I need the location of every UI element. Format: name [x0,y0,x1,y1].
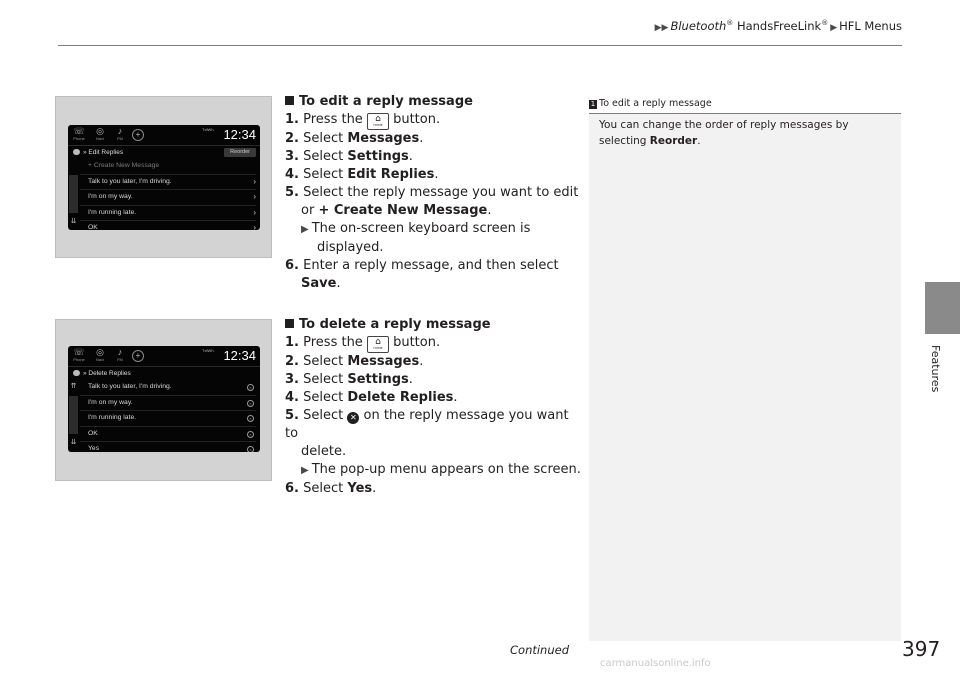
radio-icon: ♪ FM [117,347,123,362]
step-continued: Save. [301,276,341,291]
step: 5. Select the reply message you want to edit [285,185,579,200]
section-heading: To edit a reply message [285,93,580,111]
step-continued: or + Create New Message. [301,203,492,218]
continued-label: Continued [510,643,570,657]
navi-icon: ◎ Navi [95,347,104,362]
scrollbar-thumb[interactable] [69,175,78,213]
sub-step: ▶ The on-screen keyboard screen is [301,221,531,236]
reply-list [68,380,260,452]
chapter-tab [925,282,960,334]
list-item[interactable]: OK × [80,427,256,443]
sub-step: ▶ The pop-up menu appears on the screen. [301,462,581,477]
phone-icon: ☏ Phone [73,347,85,362]
message-icon [73,149,80,155]
status-bar [68,346,260,367]
result-arrow-icon: ▶ [301,465,309,476]
add-icon: + [132,350,144,362]
radio-icon: ♪ FM [117,126,123,141]
list-item[interactable]: I'm running late. › [80,206,256,222]
breadcrumb-bluetooth: Bluetooth [670,19,727,33]
screen-title-bar [68,146,260,159]
list-item[interactable]: Talk to you later, I'm driving. › [80,175,256,191]
display-screen [68,125,260,230]
scroll-down-icon[interactable]: ⇊ [70,439,77,446]
delete-section [285,316,585,498]
home-button-icon: ⌂ HOME [367,336,389,353]
square-bullet-icon [285,319,294,328]
delete-icon[interactable]: × [247,415,254,422]
edit-replies-screenshot [55,96,272,258]
screen-title: » Delete Replies [83,370,131,377]
message-icon [73,370,80,376]
list-item[interactable]: Yes × [80,442,256,452]
delete-icon[interactable]: × [247,384,254,391]
home-button-icon: ⌂ HOME [367,113,389,130]
list-item[interactable]: OK › [80,221,256,230]
chevron-right-icon: › [253,223,256,230]
step: 6. Enter a reply message, and then select [285,258,559,273]
edit-section [285,93,580,293]
display-screen [68,346,260,452]
clock: 12:34 [223,127,256,142]
screen-title-bar [68,367,260,380]
note-ref-marker: 1 [590,100,596,108]
watermark: carmanualsonline.info [600,658,711,669]
signal-indicator: TxtWh [202,127,214,132]
chevron-right-icon: › [253,207,256,217]
step: 2. Select Messages. [285,131,424,146]
chapter-label: Features [929,345,942,393]
reply-list [68,159,260,230]
step: 3. Select Settings. [285,372,413,387]
chevron-right-icon: › [253,192,256,201]
reorder-button[interactable]: Reorder [224,148,256,157]
breadcrumb: ▶▶ Bluetooth® HandsFreeLink® ▶ HFL Menus [654,19,902,33]
note-header [589,95,901,114]
page-number: 397 [902,637,941,661]
breadcrumb-arrow-icon: ▶▶ [654,23,669,33]
step: 6. Select Yes. [285,481,377,496]
step: 4. Select Delete Replies. [285,390,458,405]
navi-icon: ◎ Navi [95,126,104,141]
add-icon: + [132,129,144,141]
delete-icon[interactable]: × [247,400,254,407]
delete-icon[interactable]: × [247,431,254,438]
note-text: You can change the order of reply messages by selecting Reorder. [599,119,849,147]
chevron-right-icon: › [253,176,256,186]
breadcrumb-handsfreelink: HandsFreeLink [733,19,822,33]
screen-title: » Edit Replies [83,149,124,156]
breadcrumb-arrow-icon: ▶ [830,23,838,33]
breadcrumb-hfl-menus: HFL Menus [839,19,902,33]
list-item[interactable]: I'm running late. × [80,411,256,427]
step: 1. Press the ⌂ HOME button. [285,111,580,130]
list-item[interactable]: I'm on my way. × [80,396,256,412]
scroll-up-icon[interactable]: ⇈ [70,383,77,390]
result-arrow-icon: ▶ [301,224,309,235]
step: 5. Select ✕ on the reply message you want to [285,408,569,441]
note-reference: 1 To edit a reply message [590,98,712,109]
step: 4. Select Edit Replies. [285,167,439,182]
square-bullet-icon [285,96,294,105]
section-heading: To delete a reply message [285,316,585,334]
step: 3. Select Settings. [285,149,413,164]
list-item[interactable]: I'm on my way. › [80,190,256,206]
step-continued: delete. [301,444,347,459]
step: 1. Press the ⌂ HOME button. [285,334,585,353]
signal-indicator: TxtWh [202,348,214,353]
list-item[interactable]: Talk to you later, I'm driving. × [80,380,256,396]
sub-step-continued: displayed. [317,240,384,255]
delete-icon[interactable]: × [247,446,254,452]
delete-replies-screenshot [55,319,272,481]
list-item[interactable]: + Create New Message [80,159,256,175]
header-rule [58,45,902,46]
phone-icon: ☏ Phone [73,126,85,141]
clock: 12:34 [223,348,256,363]
scroll-down-icon[interactable]: ⇊ [70,218,77,225]
status-bar [68,125,260,146]
scrollbar-thumb[interactable] [69,396,78,434]
delete-x-icon: ✕ [347,412,359,424]
step: 2. Select Messages. [285,354,424,369]
note-panel [589,95,901,641]
